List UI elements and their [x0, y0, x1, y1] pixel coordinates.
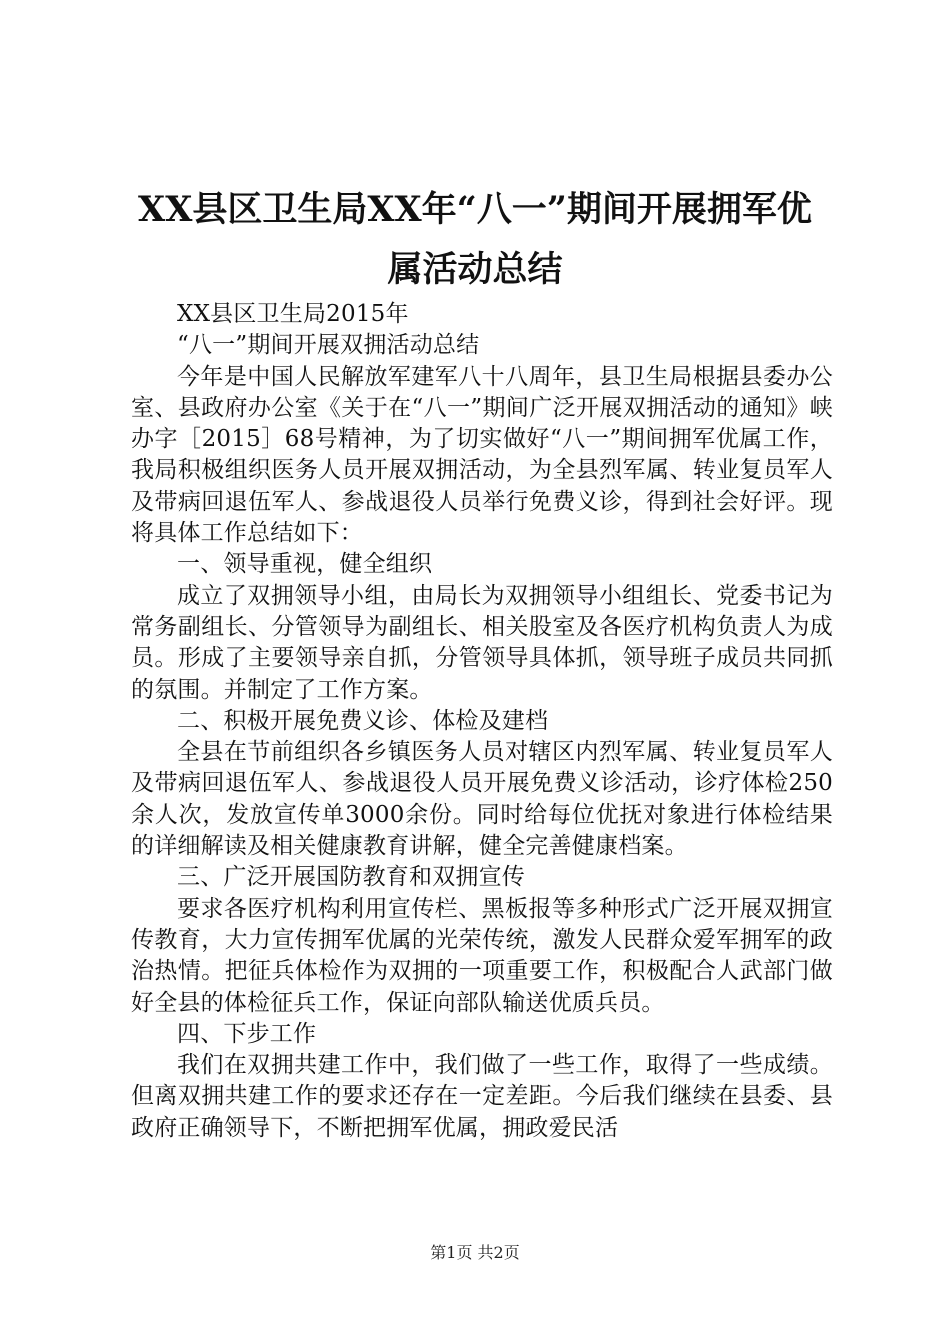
section-heading-2: 二、积极开展免费义诊、体检及建档: [177, 707, 549, 734]
document-title-line-2: 属活动总结: [387, 249, 563, 290]
section-heading-4: 四、下步工作: [177, 1020, 317, 1047]
page-footer: 第1页 共2页: [430, 1243, 520, 1262]
section-paragraph-4: 我们在双拥共建工作中，我们做了一些工作，取得了一些成绩。但离双拥共建工作的要求还存在一定差距。今后我们继续在县委、县政府正确领导下，不断把拥军优属，拥政爱民活: [131, 1052, 833, 1141]
document-title-line-1: XX县区卫生局XX年“八一”期间开展拥军优: [138, 189, 812, 230]
intro-paragraph: 今年是中国人民解放军建军八十八周年，县卫生局根据县委办公室、县政府办公室《关于在“八一”期间广泛开展双拥活动的通知》峡办字［2015］68号精神，为了切实做好“八一”期间拥军优属工作，我局积极组织医务人员开展双拥活动，为全县烈军属、转业复员军人及带病回退伍军人、参战退役人员举行免费义诊，得到社会好评。现将具体工作总结如下：: [131, 363, 833, 547]
section-paragraph-1: 成立了双拥领导小组，由局长为双拥领导小组组长、党委书记为常务副组长、分管领导为副组长、相关股室及各医疗机构负责人为成员。形成了主要领导亲自抓，分管领导具体抓，领导班子成员共同抓的氛围。并制定了工作方案。: [131, 582, 833, 703]
subtitle-line-1: XX县区卫生局2015年: [177, 301, 409, 327]
section-heading-1: 一、领导重视，健全组织: [177, 551, 433, 578]
section-heading-3: 三、广泛开展国防教育和双拥宣传: [177, 864, 525, 891]
subtitle-line-2: “八一”期间开展双拥活动总结: [177, 332, 480, 359]
section-paragraph-2: 全县在节前组织各乡镇医务人员对辖区内烈军属、转业复员军人及带病回退伍军人、参战退役人员开展免费义诊活动，诊疗体检250余人次，发放宣传单3000余份。同时给每位优抚对象进行体检结果的详细解读及相关健康教育讲解，健全完善健康档案。: [131, 739, 833, 860]
section-paragraph-3: 要求各医疗机构利用宣传栏、黑板报等多种形式广泛开展双拥宣传教育，大力宣传拥军优属的光荣传统，激发人民群众爱军拥军的政治热情。把征兵体检作为双拥的一项重要工作，积极配合人武部门做好全县的体检征兵工作，保证向部队输送优质兵员。: [131, 895, 833, 1016]
document-body: [131, 299, 833, 1144]
